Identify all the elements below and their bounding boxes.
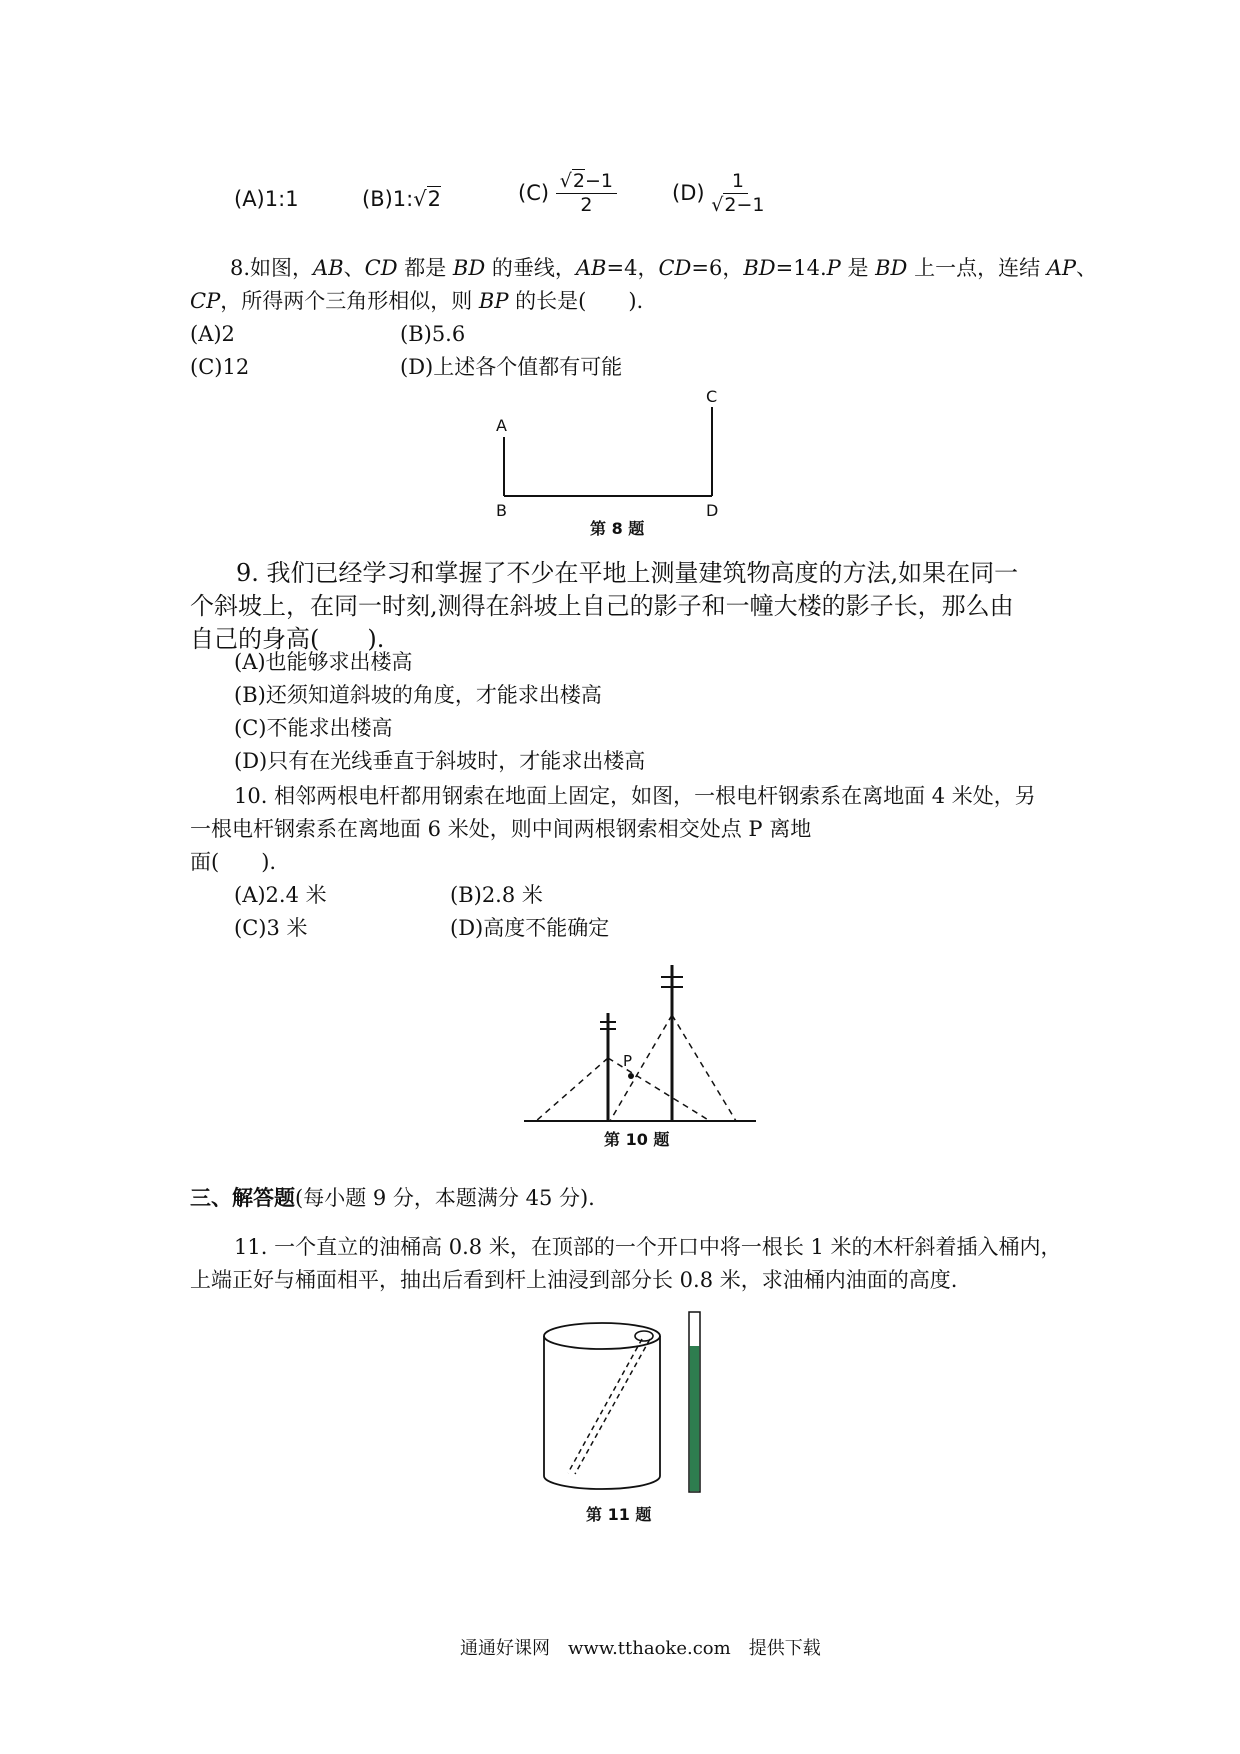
q7-option-b-prefix: (B)1: [362,187,414,211]
q7-option-c-fraction [556,172,617,215]
q7-option-b [362,189,441,210]
q10-option-d: (D)高度不能确定 [450,916,610,940]
q8-text: 、 [1076,256,1098,280]
label-b: B [496,501,507,520]
q9-line-2: 个斜坡上，在同一时刻,测得在斜坡上自己的影子和一幢大楼的影子长，那么由 [190,592,1014,620]
inserted-rod [575,1339,650,1474]
label-c: C [706,387,718,406]
q8-var: BD [452,256,486,280]
cable [536,1058,608,1121]
section-3-heading [190,1188,595,1209]
q8-option-c: (C)12 [190,355,250,379]
q8-text: 是 [840,256,876,280]
sqrt-sign: √ [559,170,572,192]
q9-line-3: 自己的身高( ). [190,625,385,653]
inserted-rod [568,1339,642,1473]
q10-line-3: 面( ). [190,850,277,874]
q7-option-b-radicand: 2 [427,187,441,211]
q8-text: =4， [606,256,659,280]
q7-option-c-label: (C) [518,181,550,205]
q10-figure [520,955,760,1150]
q8-var: CD [658,256,692,280]
q9-line-1: 9. 我们已经学习和掌握了不少在平地上测量建筑物高度的方法,如果在同一 [236,559,1019,587]
label-a: A [496,416,507,435]
q8-option-d: (D)上述各个值都有可能 [400,355,623,379]
label-d: D [706,501,719,520]
q7-option-d-fraction [711,172,764,215]
q8-text: 的垂线， [485,256,576,280]
q9-option-b: (B)还须知道斜坡的角度，才能求出楼高 [234,683,602,707]
q7-option-c-denominator: 2 [580,194,593,216]
q9-option-d: (D)只有在光线垂直于斜坡时，才能求出楼高 [234,749,646,773]
rod-oil-fill [690,1346,700,1491]
page-footer: 通通好课网 www.tthaoke.com 提供下载 [460,1638,821,1659]
q8-var: P [826,256,841,280]
q8-figure [470,382,750,542]
point-p [628,1073,634,1079]
q10-line-2: 一根电杆钢索系在离地面 6 米处，则中间两根钢索相交处点 P 离地 [190,817,812,841]
q8-var: AP [1046,256,1077,280]
q7-option-d-den-rest: −1 [736,194,765,216]
section-note: (每小题 9 分，本题满分 45 分). [295,1186,595,1210]
q9-option-a: (A)也能够求出楼高 [234,650,413,674]
q8-text: =6， [691,256,744,280]
q8-var: BP [478,289,509,313]
q8-text: 的长是( ). [508,289,644,313]
q11-line-2: 上端正好与桶面相平，抽出后看到杆上油浸到部分长 0.8 米，求油桶内油面的高度. [190,1268,958,1292]
q8-text: 8.如图， [230,256,314,280]
q8-var: BD [743,256,776,280]
q8-text: 、 [343,256,365,280]
figure-caption: 第 10 题 [604,1130,670,1149]
q7-option-d [672,172,764,215]
q8-var: AB [575,256,607,280]
barrel-bottom [544,1476,660,1489]
q7-option-c-radicand: 2 [572,170,585,192]
sqrt-sign: √ [413,187,427,211]
q8-var: CD [364,256,398,280]
q7-option-c-num-rest: −1 [584,170,613,192]
q7-option-d-numerator: 1 [728,172,748,194]
cable [672,1015,736,1121]
q8-text: =14. [775,256,827,280]
label-p: P [623,1052,633,1070]
q10-line-1: 10. 相邻两根电杆都用钢索在地面上固定，如图，一根电杆钢索系在离地面 4 米处，另 [234,784,1036,808]
figure-caption: 第 11 题 [586,1505,652,1524]
sqrt-sign: √ [711,194,724,216]
q10-option-b: (B)2.8 米 [450,883,543,907]
q11-figure [530,1300,730,1525]
q10-option-a: (A)2.4 米 [234,883,327,907]
q11-line-1: 11. 一个直立的油桶高 0.8 米，在顶部的一个开口中将一根长 1 米的木杆斜着插入桶内， [234,1235,1062,1259]
q8-var: AB [313,256,344,280]
q8-text: 都是 [397,256,453,280]
q8-line-1 [230,258,1097,279]
cable [610,1015,672,1121]
q7-option-c [518,172,617,215]
q8-var: BD [875,256,908,280]
q9-option-c: (C)不能求出楼高 [234,716,393,740]
q8-var: CP [190,289,221,313]
q8-text: ，所得两个三角形相似，则 [220,289,479,313]
q8-option-a: (A)2 [190,322,235,346]
q7-option-a: (A)1:1 [234,187,299,211]
q7-option-d-radicand: 2 [724,194,737,216]
q10-option-c: (C)3 米 [234,916,308,940]
q8-text: 上一点，连结 [907,256,1047,280]
figure-caption: 第 8 题 [590,519,645,538]
q8-line-2 [190,291,643,312]
q7-option-d-label: (D) [672,181,705,205]
q8-option-b: (B)5.6 [400,322,466,346]
section-title: 三、解答题 [190,1186,295,1210]
